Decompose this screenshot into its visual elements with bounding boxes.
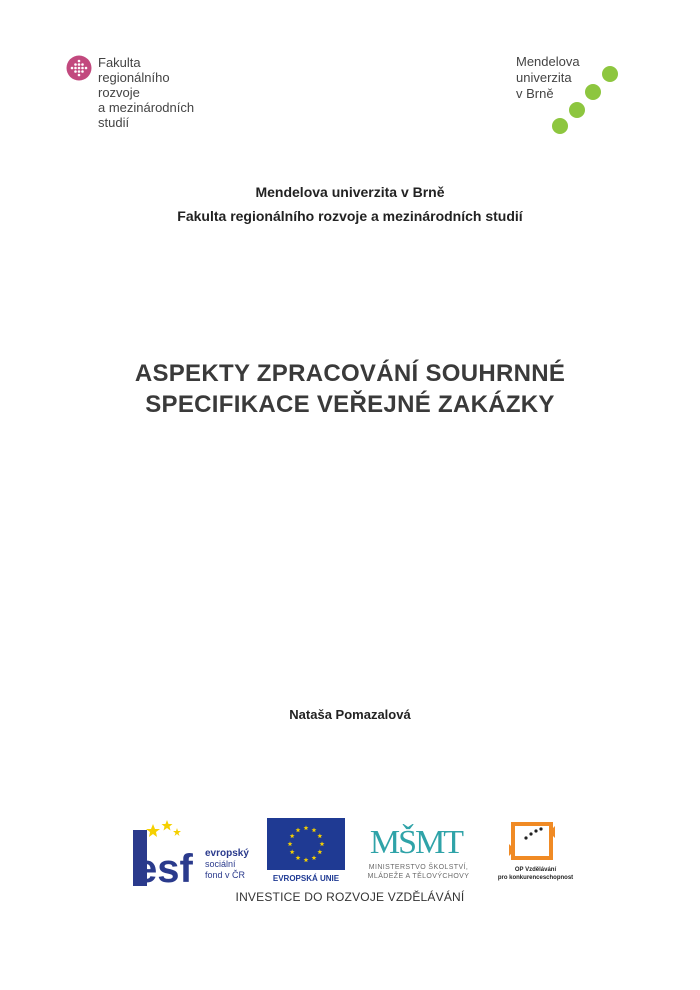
faculty-logo-line: rozvoje <box>98 85 140 100</box>
esf-text <box>205 848 249 881</box>
faculty-logo-line: studií <box>98 115 130 130</box>
investice-slogan: INVESTICE DO ROZVOJE VZDĚLÁVÁNÍ <box>235 890 465 904</box>
msmt-mark-text: MŠMT <box>369 824 463 861</box>
msmt-text-line: MINISTERSTVO ŠKOLSTVÍ, <box>368 864 469 871</box>
esf-text-line: sociální <box>205 859 236 869</box>
op-text-line: pro konkurenceschopnost <box>497 875 574 881</box>
document-title <box>0 358 700 420</box>
faculty-logo-text <box>98 55 194 130</box>
msmt-text <box>351 863 486 881</box>
university-logo-line: univerzita <box>516 70 572 85</box>
faculty-name: Fakulta regionálního rozvoje a mezinárodních studií <box>177 208 523 224</box>
faculty-logo-line: regionálního <box>98 70 170 85</box>
op-text-line: OP Vzdělávání <box>514 867 557 873</box>
faculty-logo-icon <box>66 55 92 81</box>
esf-logo <box>133 818 263 886</box>
university-logo-line: v Brně <box>516 86 554 101</box>
esf-text-line: evropský <box>205 848 249 859</box>
esf-mark-icon <box>133 818 205 886</box>
op-text <box>493 866 578 882</box>
eu-label: EVROPSKÁ UNIE <box>272 874 340 883</box>
university-logo <box>516 54 636 144</box>
title-line: ASPEKTY ZPRACOVÁNÍ SOUHRNNÉ <box>134 360 566 387</box>
esf-mark-text: esf <box>135 847 193 886</box>
esf-text-line: fond v ČR <box>205 870 246 880</box>
op-mark-icon <box>493 818 578 864</box>
faculty-logo-line: a mezinárodních <box>98 100 195 115</box>
university-dots-icon <box>516 54 636 144</box>
eu-logo <box>267 818 345 886</box>
title-line: SPECIFIKACE VEŘEJNÉ ZAKÁZKY <box>145 391 555 418</box>
msmt-text-line: MLÁDEŽE A TĚLOVÝCHOVY <box>367 873 470 880</box>
msmt-logo <box>351 817 481 885</box>
university-logo-line: Mendelova <box>516 54 580 69</box>
institution-name: Mendelova univerzita v Brně <box>255 184 445 200</box>
author-name: Nataša Pomazalová <box>289 707 411 722</box>
faculty-logo-line: Fakulta <box>98 55 141 70</box>
institution-header <box>0 180 700 228</box>
eu-flag-icon <box>267 818 345 870</box>
faculty-logo <box>66 55 194 130</box>
funding-logos <box>133 815 573 885</box>
op-logo <box>493 818 578 886</box>
msmt-mark-icon <box>351 817 481 861</box>
